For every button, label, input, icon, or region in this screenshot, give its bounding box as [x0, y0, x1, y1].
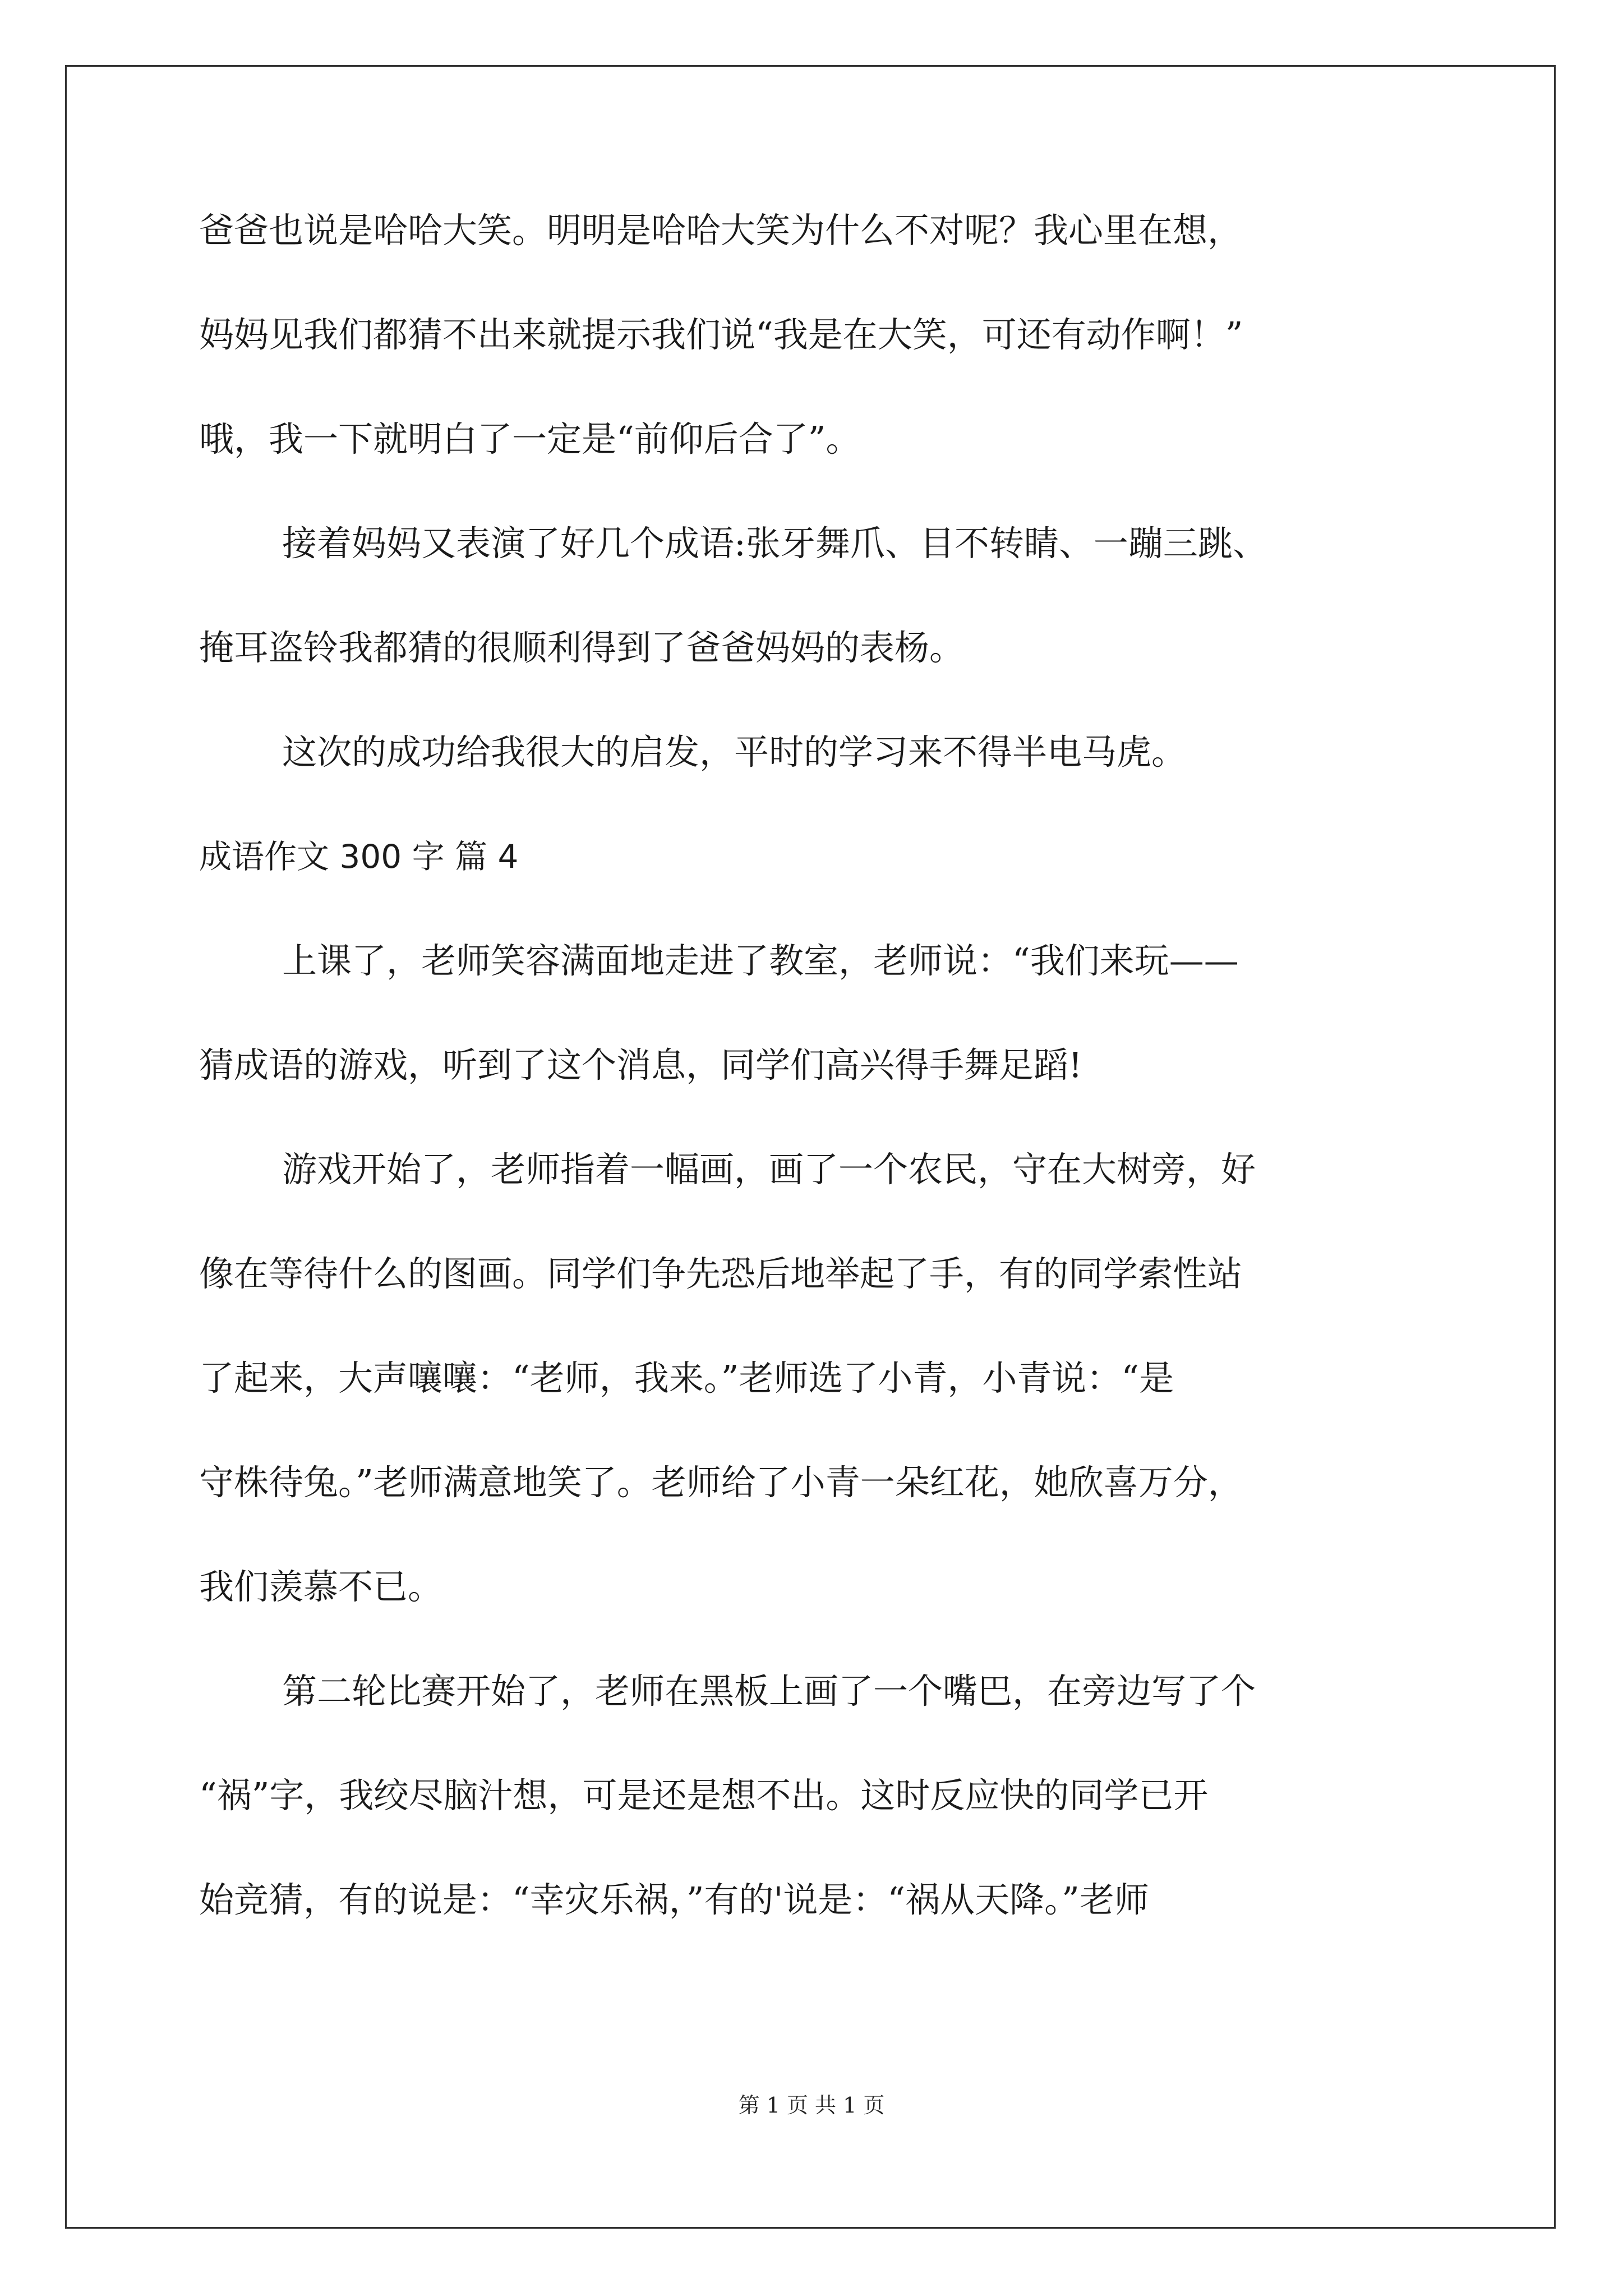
text-line: 了起来，大声嚷嚷：“老师，我来。”老师选了小青，小青说：“是: [199, 1358, 1174, 1398]
text-line: 掩耳盗铃我都猜的很顺利得到了爸爸妈妈的表杨。: [199, 627, 965, 668]
text-line: 接着妈妈又表演了好几个成语:张牙舞爪、目不转睛、一蹦三跳、: [282, 523, 1267, 564]
text-line: 游戏开始了，老师指着一幅画，画了一个农民，守在大树旁，好: [282, 1149, 1256, 1190]
text-line: “祸”字，我绞尽脑汁想，可是还是想不出。这时反应快的同学已开: [199, 1775, 1209, 1816]
text-line: 我们羡慕不已。: [199, 1566, 443, 1607]
text-line: 猜成语的游戏，听到了这个消息，同学们高兴得手舞足蹈!: [199, 1045, 1082, 1085]
section-heading: 成语作文 300 字 篇 4: [199, 838, 519, 876]
text-line: 哦，我一下就明白了一定是“前仰后合了”。: [199, 418, 861, 459]
text-line: 妈妈见我们都猜不出来就提示我们说“我是在大笑，可还有动作啊！”: [199, 314, 1243, 355]
text-line: 第二轮比赛开始了，老师在黑板上画了一个嘴巴，在旁边写了个: [282, 1671, 1256, 1711]
text-line: 守株待兔。”老师满意地笑了。老师给了小青一朵红花，她欣喜万分，: [199, 1462, 1243, 1503]
text-line: 始竞猜，有的说是：“幸灾乐祸，”有的'说是：“祸从天降。”老师: [199, 1879, 1149, 1920]
page-number-footer: 第 1 页 共 1 页: [738, 2093, 885, 2118]
text-line: 爸爸也说是哈哈大笑。明明是哈哈大笑为什么不对呢？我心里在想，: [199, 210, 1243, 251]
text-line: 这次的成功给我很大的启发，平时的学习来不得半电马虎。: [282, 731, 1187, 772]
text-line: 上课了，老师笑容满面地走进了教室，老师说：“我们来玩——: [282, 940, 1239, 981]
text-line: 像在等待什么的图画。同学们争先恐后地举起了手，有的同学索性站: [199, 1253, 1243, 1294]
